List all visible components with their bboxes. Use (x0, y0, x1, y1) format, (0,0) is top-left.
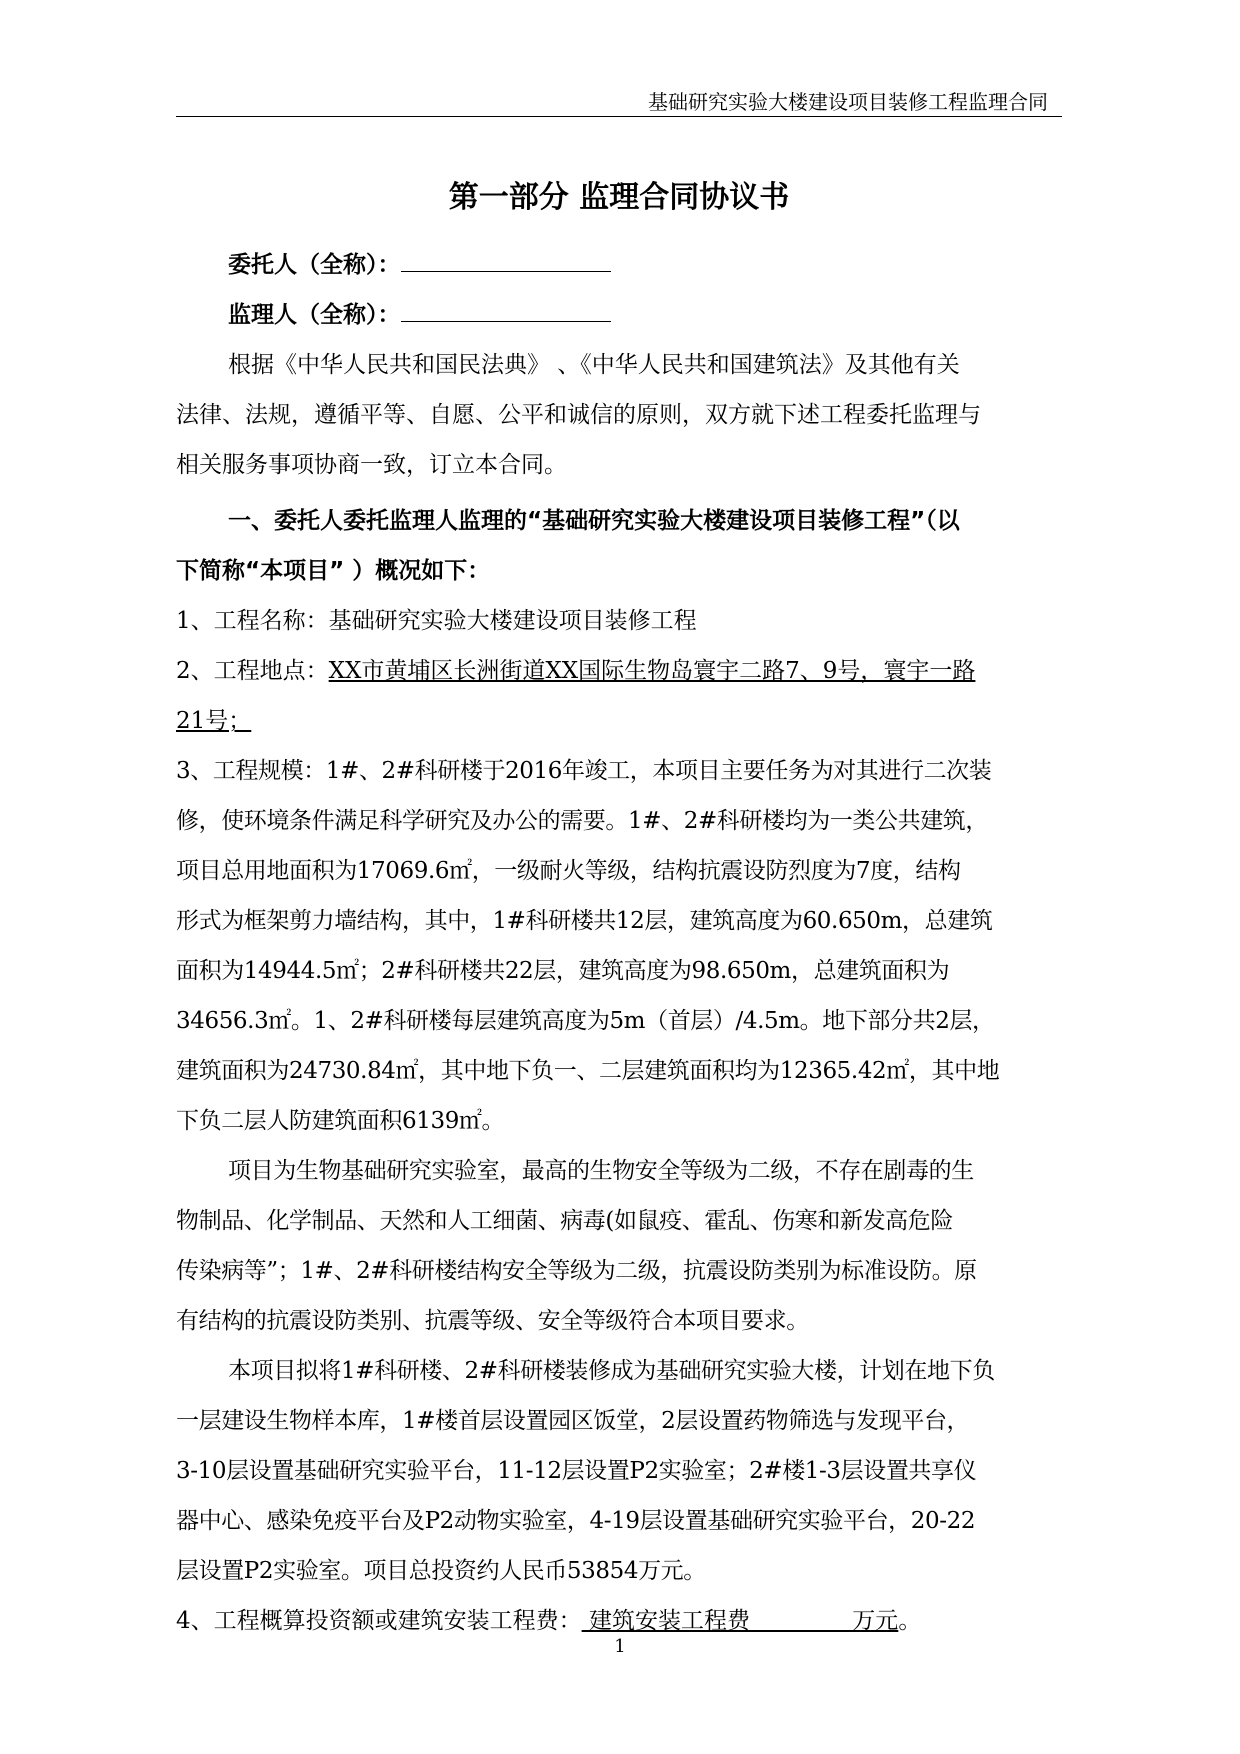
supervisor-label: 监理人（全称）： (228, 302, 401, 328)
scale-line: 建筑面积为24730.84㎡，其中地下负一、二层建筑面积均为12365.42㎡，其中地 (176, 1058, 1000, 1084)
scale-line: 形式为框架剪力墙结构，其中，1#科研楼共12层，建筑高度为60.650m，总建筑 (176, 908, 993, 934)
investment-label: 4、工程概算投资额或建筑安装工程费： (176, 1608, 582, 1634)
bio-line: 有结构的抗震设防类别、抗震等级、安全等级符合本项目要求。 (176, 1308, 809, 1334)
location-value-cont: 21号； (176, 708, 252, 734)
section-heading: 一、委托人委托监理人监理的“基础研究实验大楼建设项目装修工程”（以 (228, 508, 960, 534)
document-body (176, 240, 1062, 1646)
scale-line: 面积为14944.5㎡；2#科研楼共22层，建筑高度为98.650m，总建筑面积为 (176, 958, 950, 984)
intro-line: 相关服务事项协商一致，订立本合同。 (176, 452, 567, 478)
header-title: 基础研究实验大楼建设项目装修工程监理合同 (648, 90, 1048, 114)
location-value: XX市黄埔区长洲街道XX国际生物岛寰宇二路7、9号，寰宇一路 (328, 658, 976, 684)
client-blank-line (401, 249, 611, 272)
plan-line: 3-10层设置基础研究实验平台，11-12层设置P2实验室；2#楼1-3层设置共享仪 (176, 1458, 977, 1484)
intro-line: 根据《中华人民共和国民法典》 、《中华人民共和国建筑法》及其他有关 (228, 352, 960, 378)
supervisor-blank-line (401, 299, 611, 322)
header-divider (176, 116, 1062, 117)
client-field (176, 240, 1062, 290)
page-header (176, 88, 1056, 116)
bio-line: 项目为生物基础研究实验室，最高的生物安全等级为二级，不存在剧毒的生 (228, 1158, 974, 1184)
bio-line: 传染病等”；1#、2#科研楼结构安全等级为二级，抗震设防类别为标准设防。原 (176, 1258, 977, 1284)
plan-line: 本项目拟将1#科研楼、2#科研楼装修成为基础研究实验大楼，计划在地下负 (228, 1358, 995, 1384)
investment-value: 建筑安装工程费 万元 (581, 1608, 899, 1634)
plan-line: 一层建设生物样本库，1#楼首层设置园区饭堂，2层设置药物筛选与发现平台， (176, 1408, 970, 1434)
item-project-name: 1、工程名称：基础研究实验大楼建设项目装修工程 (176, 608, 697, 634)
scale-line: 项目总用地面积为17069.6㎡，一级耐火等级，结构抗震设防烈度为7度，结构 (176, 858, 961, 884)
item-project-location-cont (176, 696, 1062, 746)
location-label: 2、工程地点： (176, 658, 329, 684)
client-label: 委托人（全称）： (228, 252, 401, 278)
page-number: 1 (614, 1636, 626, 1657)
supervisor-field (176, 290, 1062, 340)
scale-line: 修，使环境条件满足科学研究及办公的需要。1#、2#科研楼均为一类公共建筑， (176, 808, 989, 834)
scale-line: 3、工程规模：1#、2#科研楼于2016年竣工，本项目主要任务为对其进行二次装 (176, 758, 992, 784)
plan-line: 器中心、感染免疫平台及P2动物实验室，4-19层设置基础研究实验平台，20-22 (176, 1508, 976, 1534)
plan-line: 层设置P2实验室。项目总投资约人民币53854万元。 (176, 1558, 706, 1584)
investment-end: 。 (898, 1608, 922, 1634)
item-project-location (176, 646, 1062, 696)
page-title: 第一部分 监理合同协议书 (448, 180, 790, 215)
bio-line: 物制品、化学制品、天然和人工细菌、病毒(如鼠疫、霍乱、伤寒和新发高危险 (176, 1208, 953, 1234)
intro-line: 法律、法规，遵循平等、自愿、公平和诚信的原则，双方就下述工程委托监理与 (176, 402, 981, 428)
scale-line: 下负二层人防建筑面积6139㎡。 (176, 1108, 505, 1134)
section-heading: 下简称“本项目” ）概况如下： (176, 558, 491, 584)
scale-line: 34656.3㎡。1、2#科研楼每层建筑高度为5m（首层）/4.5m。地下部分共2层， (176, 1008, 995, 1034)
